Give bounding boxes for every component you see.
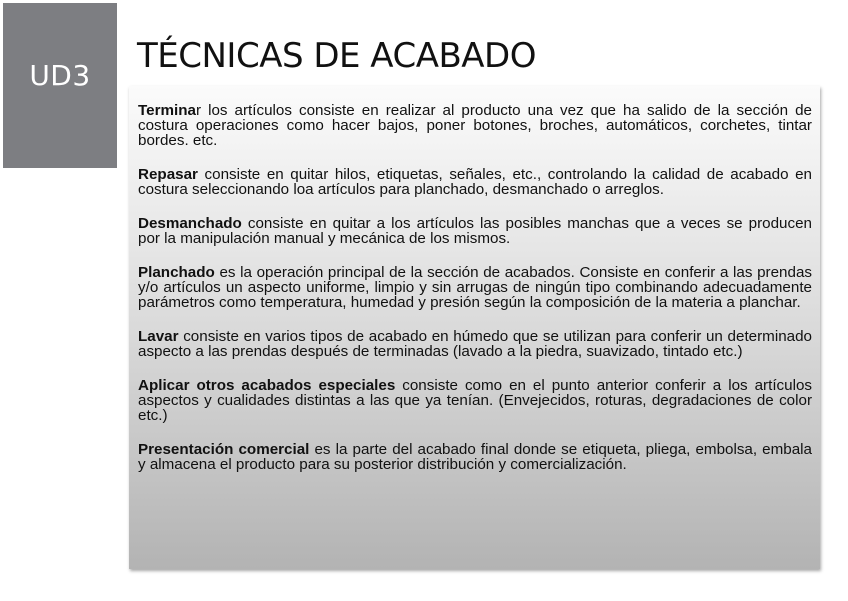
description: consiste como en el punto anterior conferir a los artículos aspectos y cualidades distintas a las que ya tenían. (Envejecidos, roturas, degradaciones de color etc.) (138, 377, 812, 424)
description: es la operación principal de la sección de acabados. Consiste en conferir a las prendas y/o artículos un aspecto uniforme, limpio y sin arrugas de ningún tipo combinando adecuadamente parámetros como temperatura, humedad y presión según la composición de la materia a planchar. (138, 264, 812, 311)
term: Presentación comercial (138, 441, 310, 458)
description: es la parte del acabado final donde se etiqueta, pliega, embolsa, embala y almacena el producto para su posterior distribución y comercialización. (138, 441, 812, 473)
term: Aplicar otros acabados especiales (138, 377, 396, 394)
paragraph-presentacion-comercial (138, 442, 812, 472)
unit-label: UD3 (29, 59, 91, 92)
paragraph-lavar (138, 329, 812, 359)
paragraph-desmanchado (138, 216, 812, 246)
term: Planchado (138, 264, 215, 281)
description: r los artículos consiste en realizar al producto una vez que ha salido de la sección de costura operaciones como hacer bajos, poner botones, broches, automáticos, corchetes, tintar bordes. etc. (138, 102, 812, 149)
page-title: TÉCNICAS DE ACABADO (137, 36, 536, 76)
description: consiste en varios tipos de acabado en húmedo que se utilizan para conferir un determinado aspecto a las prendas después de terminadas (lavado a la piedra, suavizado, tintado etc.) (138, 328, 812, 360)
paragraph-planchado (138, 265, 812, 310)
term: Termina (138, 102, 196, 119)
unit-badge (3, 3, 117, 168)
term: Repasar (138, 166, 198, 183)
paragraph-otros-acabados (138, 378, 812, 423)
description: consiste en quitar hilos, etiquetas, señales, etc., controlando la calidad de acabado en costura seleccionando loa artículos para planchado, desmanchado o arreglos. (138, 166, 812, 198)
term: Lavar (138, 328, 179, 345)
term: Desmanchado (138, 215, 242, 232)
description: consiste en quitar a los artículos las posibles manchas que a veces se producen por la manipulación manual y mecánica de los mismos. (138, 215, 812, 247)
paragraph-repasar (138, 167, 812, 197)
paragraph-terminar (138, 103, 812, 148)
content-box (129, 86, 820, 569)
